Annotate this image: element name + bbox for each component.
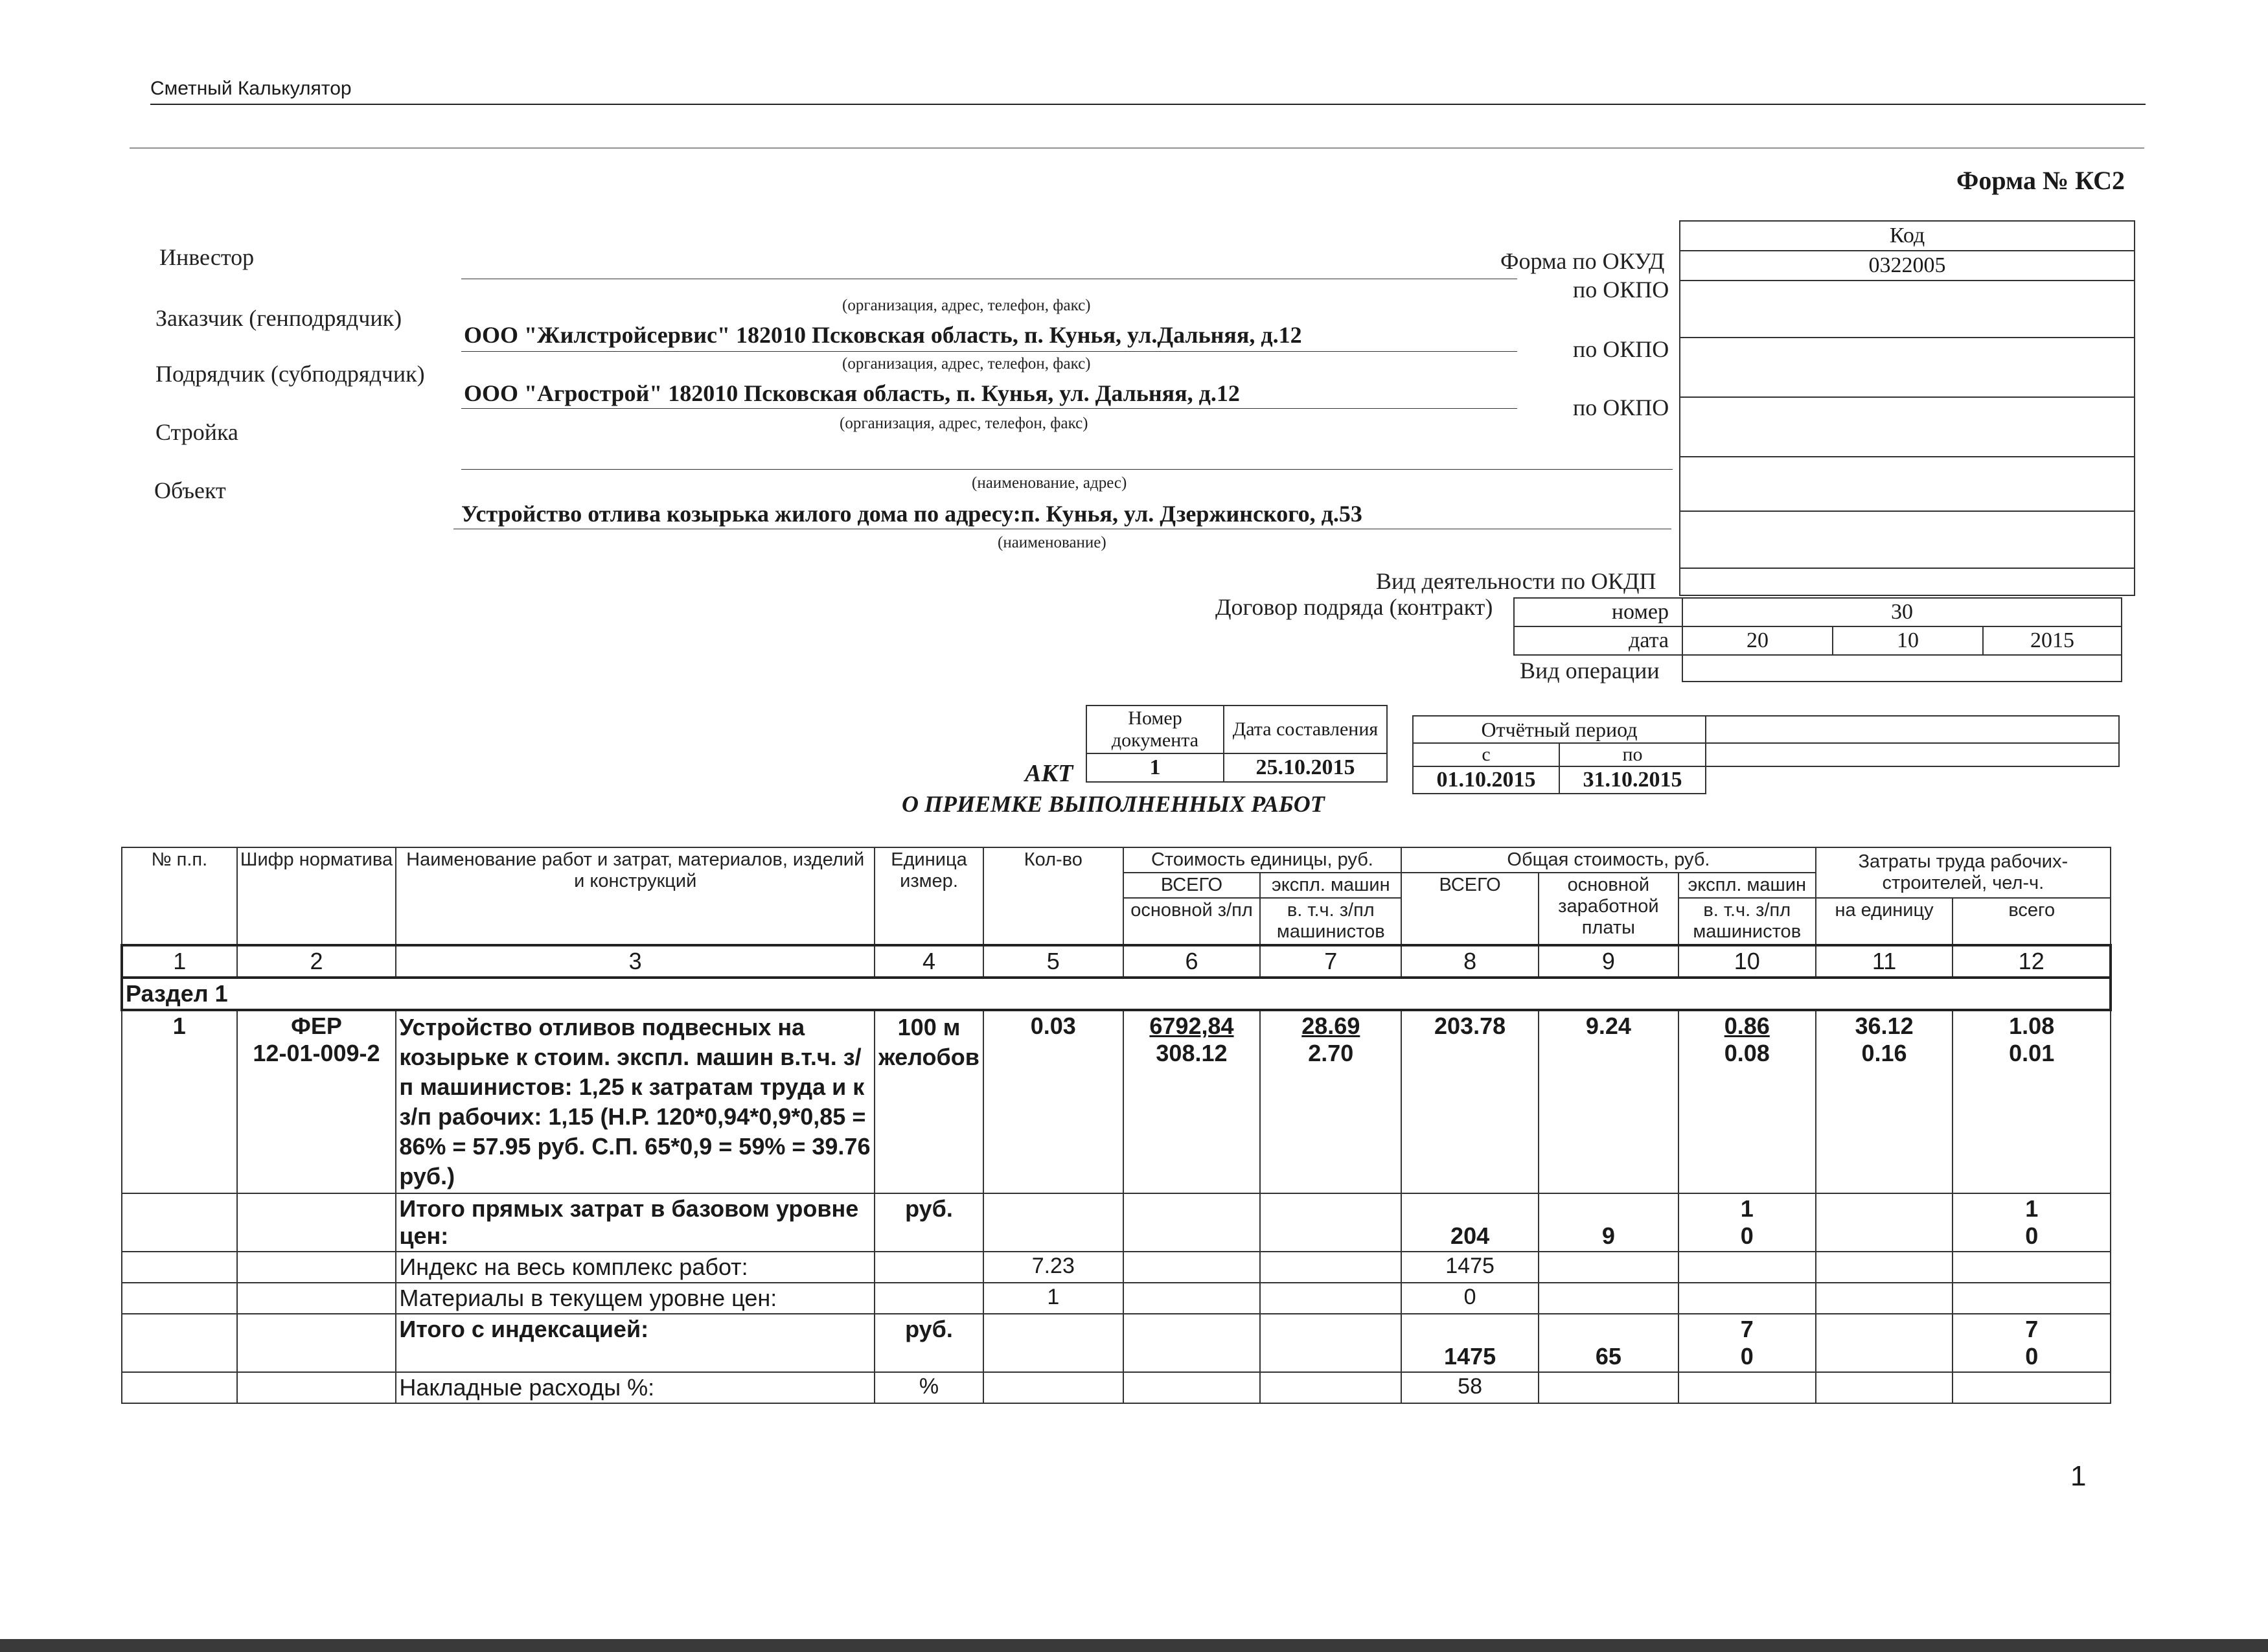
okpo-value-1	[1680, 281, 2135, 338]
okdp-label: Вид деятельности по ОКДП	[1376, 568, 1656, 594]
table-row	[122, 1372, 2111, 1403]
direct-mach-cell	[1678, 1193, 1816, 1252]
customer-line	[461, 351, 1517, 352]
scan-edge	[0, 1639, 2268, 1652]
item-mach-sal: 0.08	[1724, 1040, 1770, 1066]
site-code	[1680, 457, 2135, 511]
direct-unit: руб.	[875, 1193, 983, 1252]
from-value: 01.10.2015	[1413, 766, 1559, 794]
direct-total: 204	[1401, 1193, 1539, 1252]
operation-label: Вид операции	[1520, 658, 1660, 683]
object-value: Устройство отлива козырька жилого дома по адресу:п. Кунья, ул. Дзержинского, д.53	[461, 501, 1362, 527]
direct-labor-2: 0	[2025, 1222, 2039, 1249]
item-unit: 100 м желобов	[875, 1010, 983, 1193]
materials-label: Материалы в текущем уровне цен:	[396, 1283, 875, 1314]
overhead-unit: %	[875, 1372, 983, 1403]
item-unit-salary: 308.12	[1156, 1040, 1228, 1066]
item-labor-unit	[1816, 1010, 1953, 1193]
contractor-value: ООО "Агрострой" 182010 Псковская область, п. Кунья, ул. Дальняя, д.12	[464, 380, 1240, 406]
okud-value: 0322005	[1680, 251, 2135, 281]
col-number: 11	[1816, 945, 1953, 978]
header-unit-mach-sal: в. т.ч. з/пл машинистов	[1260, 898, 1401, 945]
item-labor-unit-2: 0.16	[1861, 1040, 1907, 1066]
table-row	[122, 1252, 2111, 1283]
col-number: 8	[1401, 945, 1539, 978]
table-row	[122, 1283, 2111, 1314]
direct-labor-cell	[1953, 1193, 2111, 1252]
act-label: АКТ	[1025, 760, 1073, 787]
number-label: номер	[1514, 598, 1682, 626]
object-code	[1680, 511, 2135, 568]
item-unit-mach-sal: 2.70	[1308, 1040, 1354, 1066]
header-code: Шифр норматива	[237, 847, 396, 945]
caption-org-2: (организация, адрес, телефон, факс)	[842, 355, 1091, 373]
indexed-salary: 65	[1539, 1314, 1678, 1372]
doc-date-header: Дата составления	[1224, 706, 1387, 753]
indexed-unit: руб.	[875, 1314, 983, 1372]
okpo-label-3: по ОКПО	[1573, 395, 1669, 420]
indexed-label: Итого с индексацией:	[396, 1314, 875, 1372]
form-title: Форма № КС2	[1956, 166, 2125, 195]
to-label: по	[1559, 743, 1706, 766]
header-total-cost: Общая стоимость, руб.	[1401, 847, 1815, 873]
caption-org-3: (организация, адрес, телефон, факс)	[840, 415, 1088, 432]
header-qty: Кол-во	[983, 847, 1123, 945]
overhead-label: Накладные расходы %:	[396, 1372, 875, 1403]
code-header: Код	[1680, 221, 2135, 251]
operation-value	[1682, 655, 2122, 682]
header-labor-total: всего	[1953, 898, 2111, 945]
from-label: с	[1413, 743, 1559, 766]
to-value: 31.10.2015	[1559, 766, 1706, 794]
number-value: 30	[1682, 598, 2122, 626]
header-unit-total: ВСЕГО	[1123, 873, 1261, 898]
header-unit-mach: экспл. машин	[1260, 873, 1401, 898]
direct-mach-sal: 0	[1740, 1222, 1754, 1249]
col-number: 12	[1953, 945, 2111, 978]
caption-org-1: (организация, адрес, телефон, факс)	[842, 297, 1091, 314]
item-unit-total: 6792,84	[1149, 1013, 1234, 1039]
customer-value: ООО "Жилстройсервис" 182010 Псковская область, п. Кунья, ул.Дальняя, д.12	[464, 322, 1302, 348]
caption-name: (наименование)	[998, 534, 1106, 551]
indexed-total: 1475	[1401, 1314, 1539, 1372]
header-num: № п.п.	[122, 847, 237, 945]
item-code	[237, 1010, 396, 1193]
customer-label: Заказчик (генподрядчик)	[155, 305, 402, 331]
okpo-value-2	[1680, 338, 2135, 397]
okpo-label-1: по ОКПО	[1573, 277, 1669, 303]
direct-label: Итого прямых затрат в базовом уровне цен:	[396, 1193, 875, 1252]
header-total-salary: основной заработной платы	[1539, 873, 1678, 945]
doc-number: 1	[1086, 753, 1224, 782]
act-title: О ПРИЕМКЕ ВЫПОЛНЕННЫХ РАБОТ	[902, 791, 1325, 817]
site-line	[461, 469, 1673, 470]
okud-label: Форма по ОКУД	[1500, 248, 1665, 274]
table-row	[122, 1193, 2111, 1252]
indexed-mach-sal: 0	[1740, 1343, 1754, 1370]
materials-qty: 1	[983, 1283, 1123, 1314]
header-total-mach: экспл. машин	[1678, 873, 1816, 898]
col-number: 9	[1539, 945, 1678, 978]
contractor-label: Подрядчик (субподрядчик)	[155, 361, 425, 387]
section-title: Раздел 1	[122, 978, 2111, 1010]
item-salary: 9.24	[1539, 1010, 1678, 1193]
item-unit-mach-cell	[1260, 1010, 1401, 1193]
col-number: 10	[1678, 945, 1816, 978]
item-labor-unit-1: 36.12	[1855, 1013, 1914, 1039]
page-number: 1	[2070, 1460, 2087, 1492]
indexed-labor-cell	[1953, 1314, 2111, 1372]
header-total-all: ВСЕГО	[1401, 873, 1539, 945]
investor-label: Инвестор	[159, 244, 255, 270]
date-year: 2015	[1983, 626, 2122, 655]
col-number: 3	[396, 945, 875, 978]
item-num: 1	[122, 1010, 237, 1193]
period-header: Отчётный период	[1413, 716, 1706, 743]
item-labor-total	[1953, 1010, 2111, 1193]
item-code-line1: ФЕР	[291, 1013, 342, 1039]
item-labor-total-2: 0.01	[2009, 1040, 2055, 1066]
col-number: 2	[237, 945, 396, 978]
header-labor: Затраты труда рабочих-строителей, чел-ч.	[1816, 847, 2111, 898]
item-unit-cost	[1123, 1010, 1261, 1193]
header-labor-unit: на единицу	[1816, 898, 1953, 945]
table-row	[122, 1010, 2111, 1193]
indexed-labor-1: 7	[2025, 1316, 2039, 1342]
col-number: 7	[1260, 945, 1401, 978]
okpo-value-3	[1680, 397, 2135, 457]
header-unit-salary: основной з/пл	[1123, 898, 1261, 945]
header-total-mach-sal: в. т.ч. з/пл машинистов	[1678, 898, 1816, 945]
item-qty: 0.03	[983, 1010, 1123, 1193]
materials-total: 0	[1401, 1283, 1539, 1314]
period-box	[1412, 715, 2120, 794]
item-mach: 0.86	[1724, 1013, 1770, 1039]
item-unit-mach: 28.69	[1301, 1013, 1360, 1039]
site-label: Стройка	[155, 419, 238, 445]
direct-labor-1: 1	[2025, 1195, 2039, 1222]
okpo-label-2: по ОКПО	[1573, 336, 1669, 362]
okdp-value	[1680, 568, 2135, 595]
date-label: дата	[1514, 626, 1682, 655]
date-day: 20	[1682, 626, 1833, 655]
indexed-mach-cell	[1678, 1314, 1816, 1372]
contract-box	[1513, 597, 2122, 682]
doc-date: 25.10.2015	[1224, 753, 1387, 782]
item-mach-cell	[1678, 1010, 1816, 1193]
item-labor-total-1: 1.08	[2009, 1013, 2055, 1039]
item-name: Устройство отливов подвесных на козырьке к стоим. экспл. машин в.т.ч. з/п машинистов: 1,25 к затратам труда и к з/п рабочих: 1,15 (Н.Р. 120*0,94*0,9*0,85 = 86% = 57.95 руб. С.П. 65*0,9 = 59% = 39.76 руб.)	[396, 1010, 875, 1193]
direct-salary: 9	[1539, 1193, 1678, 1252]
col-number: 6	[1123, 945, 1261, 978]
act-doc-box	[1086, 705, 1388, 783]
doc-number-header: Номер документа	[1086, 706, 1224, 753]
header-rule	[150, 104, 2146, 105]
contractor-line	[461, 408, 1517, 409]
header-unit: Единица измер.	[875, 847, 983, 945]
estimate-table	[120, 847, 2112, 1404]
contract-label: Договор подряда (контракт)	[1215, 594, 1493, 620]
overhead-total: 58	[1401, 1372, 1539, 1403]
header-unit-cost: Стоимость единицы, руб.	[1123, 847, 1402, 873]
object-label: Объект	[154, 477, 226, 503]
index-qty: 7.23	[983, 1252, 1123, 1283]
col-number: 5	[983, 945, 1123, 978]
direct-mach: 1	[1740, 1195, 1754, 1222]
item-code-line2: 12-01-009-2	[253, 1040, 380, 1066]
col-number: 4	[875, 945, 983, 978]
table-row	[122, 1314, 2111, 1372]
app-name: Сметный Калькулятор	[150, 78, 352, 99]
item-total: 203.78	[1401, 1010, 1539, 1193]
col-number: 1	[122, 945, 237, 978]
header-name: Наименование работ и затрат, материалов, изделий и конструкций	[396, 847, 875, 945]
date-month: 10	[1833, 626, 1983, 655]
index-label: Индекс на весь комплекс работ:	[396, 1252, 875, 1283]
indexed-labor-2: 0	[2025, 1343, 2039, 1370]
caption-name-addr: (наименование, адрес)	[972, 474, 1127, 492]
indexed-mach: 7	[1740, 1316, 1754, 1342]
index-total: 1475	[1401, 1252, 1539, 1283]
